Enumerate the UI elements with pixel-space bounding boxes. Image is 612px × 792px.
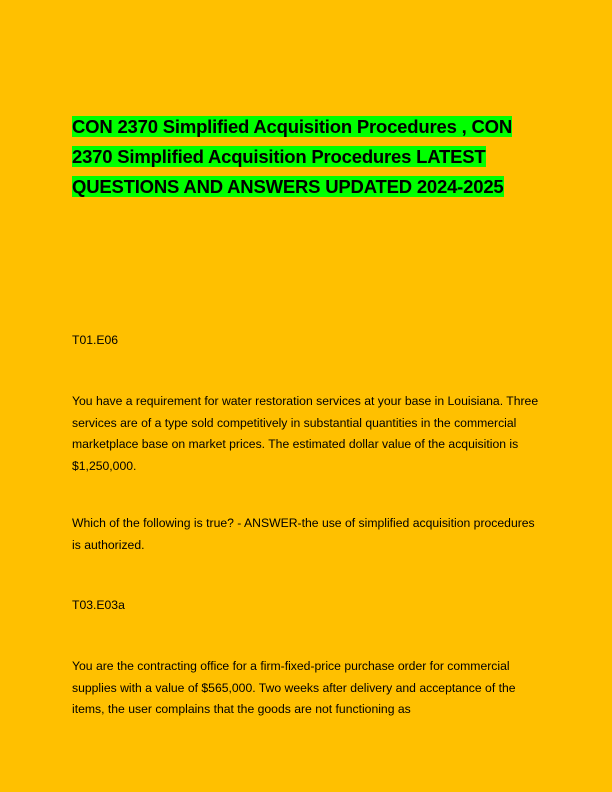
- item-scenario-t01-e06: You have a requirement for water restoration services at your base in Louisiana. Three services are of a type sold competitively in substantial quantities in the commercial marketplace base on market prices. The estimated dollar value of the acquisition is $1,250,000.: [72, 394, 539, 473]
- item-scenario-t03-e03a: You are the contracting office for a firm-fixed-price purchase order for commercial supplies with a value of $565,000. Two weeks after delivery and acceptance of the items, the user complains that the goods are not functioning as: [72, 659, 516, 716]
- item-code-t01-e06: T01.E06: [72, 333, 119, 347]
- item-code-t03-e03a: T03.E03a: [72, 598, 125, 612]
- item-question-answer-t01-e06: Which of the following is true? - ANSWER-the use of simplified acquisition procedures is authorized.: [72, 516, 535, 552]
- document-title: CON 2370 Simplified Acquisition Procedures , CON 2370 Simplified Acquisition Procedures LATEST QUESTIONS AND ANSWERS UPDATED 2024-2025: [72, 116, 512, 197]
